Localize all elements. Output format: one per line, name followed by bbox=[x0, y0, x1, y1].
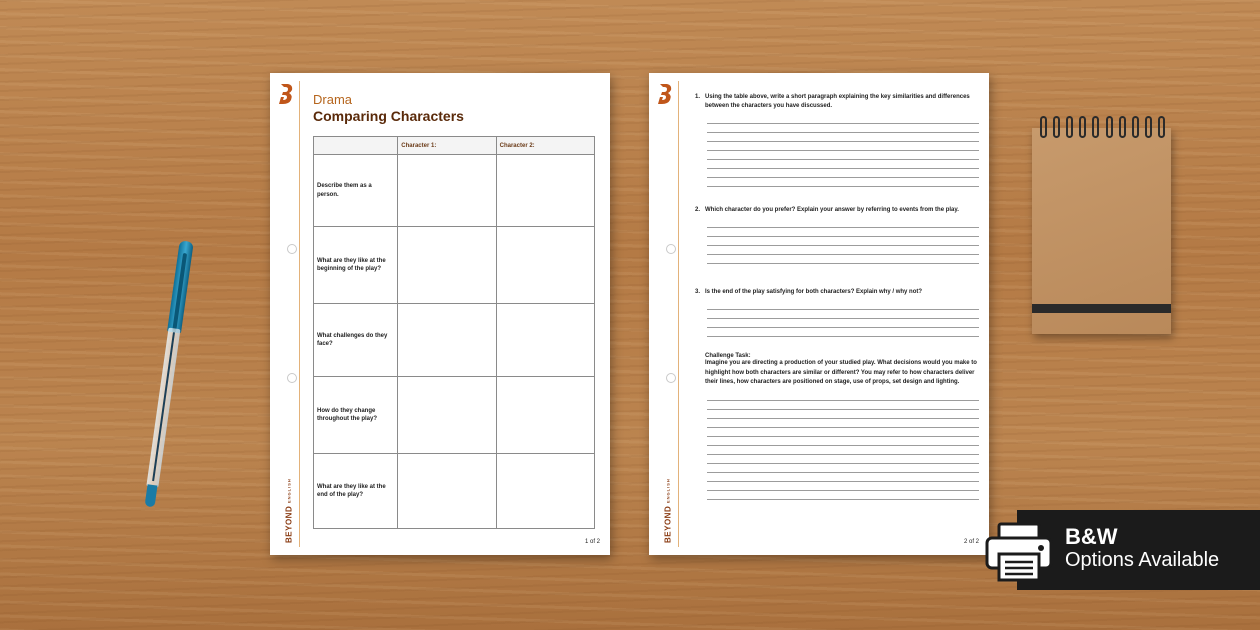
answer-cell[interactable] bbox=[398, 304, 496, 377]
answer-cell[interactable] bbox=[496, 454, 594, 529]
gutter-line bbox=[678, 81, 679, 547]
table-row bbox=[314, 155, 595, 227]
pen-ink bbox=[152, 332, 175, 481]
answer-cell[interactable] bbox=[398, 377, 496, 454]
answer-cell[interactable] bbox=[496, 304, 594, 377]
notepad bbox=[1032, 128, 1171, 334]
answer-cell[interactable] bbox=[398, 227, 496, 304]
answer-cell[interactable] bbox=[496, 227, 594, 304]
answer-lines[interactable] bbox=[707, 115, 979, 187]
answer-lines[interactable] bbox=[707, 301, 979, 337]
brand-vertical: BEYOND ENGLISH bbox=[284, 477, 294, 543]
comparison-table bbox=[313, 136, 595, 529]
answer-lines[interactable] bbox=[707, 392, 979, 500]
table-row bbox=[314, 454, 595, 529]
answer-cell[interactable] bbox=[496, 377, 594, 454]
table-header-cell: Character 1: bbox=[398, 137, 496, 155]
row-question: Describe them as a person. bbox=[314, 155, 398, 227]
challenge-block bbox=[705, 353, 979, 500]
answer-cell[interactable] bbox=[496, 155, 594, 227]
notepad-band bbox=[1032, 304, 1171, 313]
printer-icon bbox=[983, 520, 1055, 584]
pen bbox=[139, 240, 196, 510]
challenge-title: Challenge Task: bbox=[705, 353, 751, 359]
table-header-cell bbox=[314, 137, 398, 155]
notepad-spiral bbox=[1040, 116, 1165, 140]
punch-hole bbox=[666, 373, 676, 383]
challenge-text: Imagine you are directing a production of your studied play. What decisions would you make to highlight how both characters are similar or different? You may refer to how characters deliver their lines, how characters are positioned on stage, use of props, set design and lighting. bbox=[705, 360, 977, 386]
brand-vertical: BEYOND ENGLISH bbox=[663, 477, 673, 543]
page-title: Comparing Characters bbox=[313, 108, 464, 124]
table-row bbox=[314, 304, 595, 377]
row-question: What are they like at the end of the play? bbox=[314, 454, 398, 529]
punch-hole bbox=[666, 244, 676, 254]
answer-lines[interactable] bbox=[707, 219, 979, 264]
worksheet-page-2 bbox=[649, 73, 989, 555]
question-block bbox=[695, 288, 979, 337]
punch-hole bbox=[287, 244, 297, 254]
beyond-logo-icon bbox=[278, 83, 294, 105]
badge-title: B&W bbox=[1065, 524, 1118, 549]
question-text: 2. Which character do you prefer? Explain your answer by referring to events from the play. bbox=[695, 207, 959, 213]
row-question: How do they change throughout the play? bbox=[314, 377, 398, 454]
table-header-cell: Character 2: bbox=[496, 137, 594, 155]
pen-tip bbox=[145, 484, 158, 507]
question-block bbox=[695, 206, 979, 264]
row-question: What challenges do they face? bbox=[314, 304, 398, 377]
question-text: 1. Using the table above, write a short paragraph explaining the key similarities and differences between the characters you have discussed. bbox=[695, 94, 970, 109]
punch-hole bbox=[287, 373, 297, 383]
page-number: 1 of 2 bbox=[584, 539, 600, 545]
row-question: What are they like at the beginning of the play? bbox=[314, 227, 398, 304]
question-text: 3. Is the end of the play satisfying for both characters? Explain why / why not? bbox=[695, 289, 923, 295]
table-row bbox=[314, 227, 595, 304]
worksheet-page-1 bbox=[270, 73, 610, 555]
answer-cell[interactable] bbox=[398, 155, 496, 227]
gutter-line bbox=[299, 81, 300, 547]
table-row bbox=[314, 377, 595, 454]
table-header-row bbox=[314, 137, 595, 155]
subject-label: Drama bbox=[313, 92, 353, 107]
beyond-logo-icon bbox=[657, 83, 673, 105]
page-number: 2 of 2 bbox=[963, 539, 979, 545]
badge-subtitle: Options Available bbox=[1065, 549, 1220, 571]
question-block bbox=[695, 93, 979, 187]
answer-cell[interactable] bbox=[398, 454, 496, 529]
